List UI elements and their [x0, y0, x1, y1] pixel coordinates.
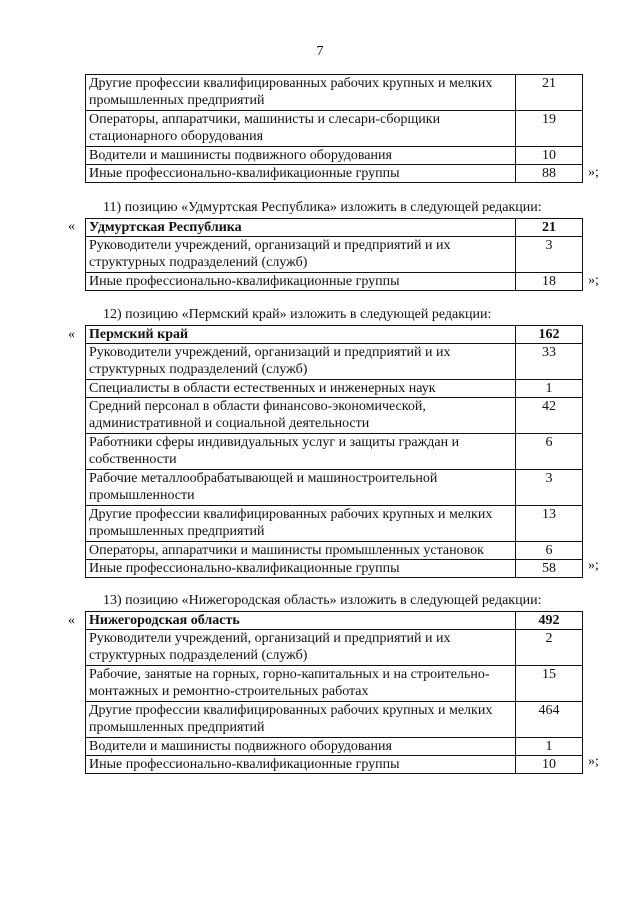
row-label: Другие профессии квалифицированных рабочих крупных и мелких промышленных предприятий: [86, 702, 516, 738]
page-number: 7: [316, 44, 324, 59]
table-row: [86, 542, 583, 560]
opening-quote: «: [68, 219, 75, 234]
closing-quote: »;: [588, 754, 599, 769]
closing-quote: »;: [588, 273, 599, 288]
continuation-table: [85, 74, 583, 183]
row-label: Водители и машинисты подвижного оборудования: [86, 738, 516, 756]
row-value: 1: [516, 738, 583, 756]
table-row: [86, 560, 583, 578]
row-value: 13: [516, 506, 583, 542]
table-row: [86, 165, 583, 183]
row-value: 6: [516, 542, 583, 560]
table-row: [86, 344, 583, 380]
table-row: [86, 756, 583, 774]
row-label: Операторы, аппаратчики, машинисты и слесари-сборщики стационарного оборудования: [86, 111, 516, 147]
row-label: Иные профессионально-квалификационные группы: [86, 165, 516, 183]
table-row: [86, 666, 583, 702]
table-row: [86, 702, 583, 738]
table-row: [86, 398, 583, 434]
row-label: Другие профессии квалифицированных рабочих крупных и мелких промышленных предприятий: [86, 75, 516, 111]
table-header-row: [86, 326, 583, 344]
region-name: Пермский край: [86, 326, 516, 344]
row-label: Водители и машинисты подвижного оборудования: [86, 147, 516, 165]
row-value: 10: [516, 147, 583, 165]
region-total: 21: [516, 219, 583, 237]
table-row: [86, 75, 583, 111]
region-name: Нижегородская область: [86, 612, 516, 630]
table-row: [86, 630, 583, 666]
row-value: 21: [516, 75, 583, 111]
row-label: Руководители учреждений, организаций и предприятий и их структурных подразделений (служб): [86, 630, 516, 666]
region-total: 492: [516, 612, 583, 630]
table-header-row: [86, 219, 583, 237]
table-row: [86, 380, 583, 398]
section-intro-12: 12) позицию «Пермский край» изложить в следующей редакции:: [103, 307, 492, 322]
opening-quote: «: [68, 613, 75, 628]
row-value: 3: [516, 237, 583, 273]
row-label: Иные профессионально-квалификационные группы: [86, 756, 516, 774]
row-label: Операторы, аппаратчики и машинисты промышленных установок: [86, 542, 516, 560]
region-total: 162: [516, 326, 583, 344]
row-label: Специалисты в области естественных и инженерных наук: [86, 380, 516, 398]
row-value: 3: [516, 470, 583, 506]
row-value: 33: [516, 344, 583, 380]
table-row: [86, 470, 583, 506]
row-label: Руководители учреждений, организаций и предприятий и их структурных подразделений (служб): [86, 344, 516, 380]
row-value: 464: [516, 702, 583, 738]
table-header-row: [86, 612, 583, 630]
row-value: 2: [516, 630, 583, 666]
table-row: [86, 434, 583, 470]
row-value: 42: [516, 398, 583, 434]
table-perm: [85, 325, 583, 578]
table-udmurt: [85, 218, 583, 291]
row-value: 1: [516, 380, 583, 398]
table-row: [86, 147, 583, 165]
row-value: 19: [516, 111, 583, 147]
row-label: Рабочие металлообрабатывающей и машиностроительной промышленности: [86, 470, 516, 506]
table-row: [86, 738, 583, 756]
row-value: 88: [516, 165, 583, 183]
opening-quote: «: [68, 327, 75, 342]
row-label: Руководители учреждений, организаций и предприятий и их структурных подразделений (служб): [86, 237, 516, 273]
section-intro-11: 11) позицию «Удмуртская Республика» изложить в следующей редакции:: [103, 200, 542, 215]
row-label: Иные профессионально-квалификационные группы: [86, 560, 516, 578]
closing-quote: »;: [588, 558, 599, 573]
table-nizhny: [85, 611, 583, 774]
row-label: Другие профессии квалифицированных рабочих крупных и мелких промышленных предприятий: [86, 506, 516, 542]
table-row: [86, 273, 583, 291]
row-label: Иные профессионально-квалификационные группы: [86, 273, 516, 291]
closing-quote: »;: [588, 165, 599, 180]
table-row: [86, 506, 583, 542]
row-value: 58: [516, 560, 583, 578]
row-value: 18: [516, 273, 583, 291]
table-row: [86, 111, 583, 147]
row-label: Средний персонал в области финансово-экономической, административной и социальной деятельности: [86, 398, 516, 434]
row-value: 15: [516, 666, 583, 702]
row-label: Работники сферы индивидуальных услуг и защиты граждан и собственности: [86, 434, 516, 470]
section-intro-13: 13) позицию «Нижегородская область» изложить в следующей редакции:: [103, 593, 542, 608]
row-value: 10: [516, 756, 583, 774]
table-row: [86, 237, 583, 273]
row-value: 6: [516, 434, 583, 470]
row-label: Рабочие, занятые на горных, горно-капитальных и на строительно-монтажных и ремонтно-строительных работах: [86, 666, 516, 702]
region-name: Удмуртская Республика: [86, 219, 516, 237]
